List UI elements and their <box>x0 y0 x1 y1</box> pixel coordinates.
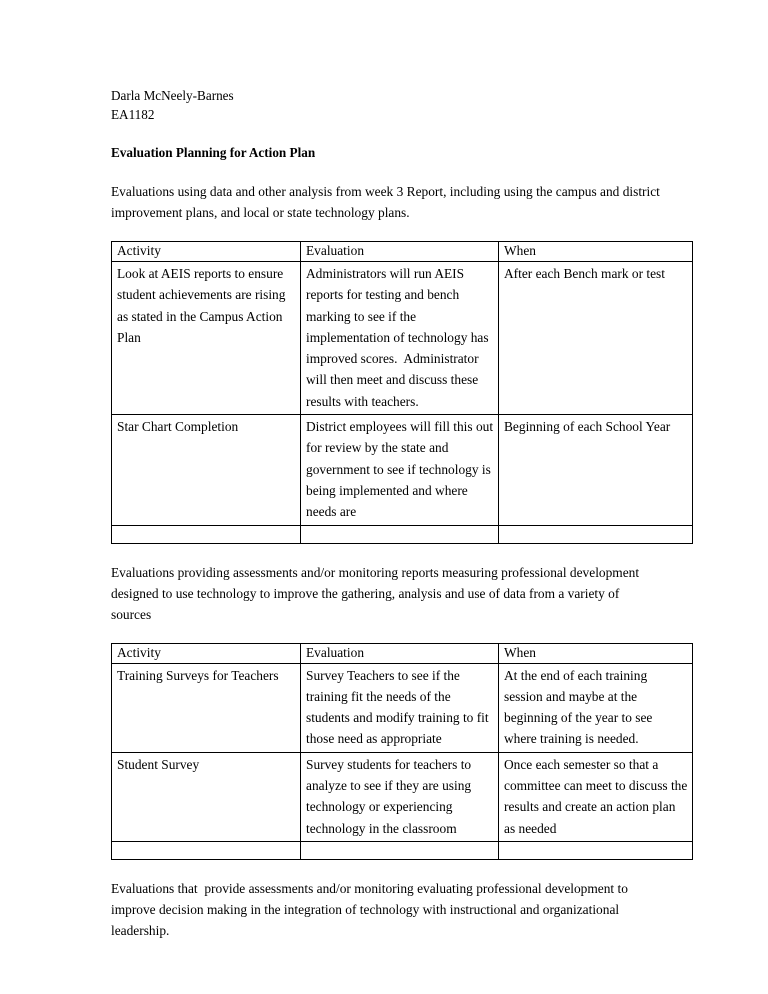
table-header-row <box>112 242 693 262</box>
table-row-empty <box>112 841 693 859</box>
closing-paragraph: Evaluations that provide assessments and/or monitoring evaluating professional development to improve decision making in the integration of technology with instructional and organizational leadership. <box>111 880 632 938</box>
cell-activity: Star Chart Completion <box>112 415 301 525</box>
intro-paragraph: Evaluations using data and other analysis from week 3 Report, including using the campus and district improvement plans, and local or state technology plans. <box>111 184 664 220</box>
cell-activity: Student Survey <box>112 752 301 841</box>
cell-when: Beginning of each School Year <box>499 415 693 525</box>
author-name: Darla McNeely-Barnes <box>111 88 234 103</box>
column-header-when: When <box>499 643 693 663</box>
table-row-empty <box>112 525 693 543</box>
cell-when <box>499 525 693 543</box>
cell-evaluation: Survey students for teachers to analyze to see if they are using technology or experiencing technology in the classroom <box>301 752 499 841</box>
table-row <box>112 415 693 525</box>
cell-activity <box>112 525 301 543</box>
evaluation-table-two <box>111 643 693 860</box>
column-header-activity: Activity <box>112 643 301 663</box>
author-block <box>111 86 662 124</box>
cell-when <box>499 841 693 859</box>
author-course-code: EA1182 <box>111 107 155 122</box>
cell-evaluation <box>301 525 499 543</box>
table-header-row <box>112 643 693 663</box>
cell-evaluation: District employees will fill this out for review by the state and government to see if technology is being implemented and where needs are <box>301 415 499 525</box>
cell-activity: Look at AEIS reports to ensure student achievements are rising as stated in the Campus Action Plan <box>112 262 301 415</box>
cell-evaluation <box>301 841 499 859</box>
table-row <box>112 663 693 752</box>
cell-evaluation: Administrators will run AEIS reports for testing and bench marking to see if the implementation of technology has improved scores. Administrator will then meet and discuss these results with teachers. <box>301 262 499 415</box>
table-row <box>112 262 693 415</box>
cell-when: Once each semester so that a committee can meet to discuss the results and create an action plan as needed <box>499 752 693 841</box>
cell-activity <box>112 841 301 859</box>
cell-when: At the end of each training session and maybe at the beginning of the year to see where training is needed. <box>499 663 693 752</box>
cell-activity: Training Surveys for Teachers <box>112 663 301 752</box>
column-header-activity: Activity <box>112 242 301 262</box>
column-header-evaluation: Evaluation <box>301 643 499 663</box>
evaluation-table-one <box>111 241 693 544</box>
column-header-when: When <box>499 242 693 262</box>
table-row <box>112 752 693 841</box>
cell-evaluation: Survey Teachers to see if the training fit the needs of the students and modify training to fit those need as appropriate <box>301 663 499 752</box>
document-body <box>111 86 691 941</box>
column-header-evaluation: Evaluation <box>301 242 499 262</box>
cell-when: After each Bench mark or test <box>499 262 693 415</box>
page-title: Evaluation Planning for Action Plan <box>111 145 316 160</box>
middle-paragraph: Evaluations providing assessments and/or monitoring reports measuring professional development designed to use technology to improve the gathering, analysis and use of data from a variety of sources <box>111 564 643 622</box>
